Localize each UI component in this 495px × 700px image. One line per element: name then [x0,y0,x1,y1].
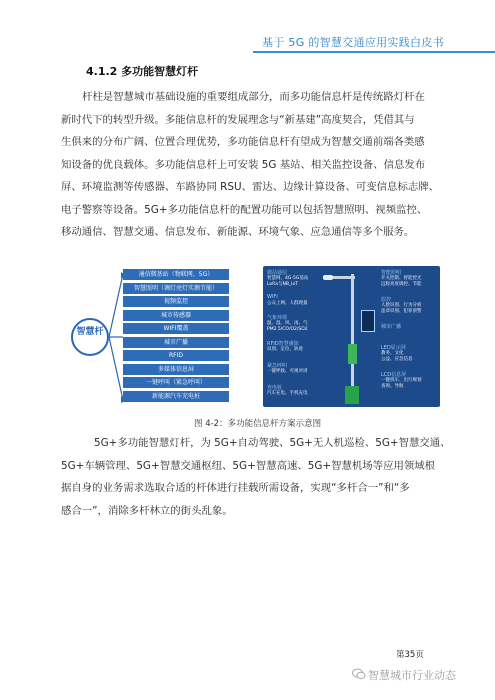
paragraph-line: 5G+车辆管理、5G+智慧交通枢纽、5G+智慧高速、5G+智慧机场等应用领域根 [61,459,436,472]
function-item: 一键呼叫（紧急呼叫） [123,377,229,388]
function-item: 多媒体信息屏 [123,364,229,375]
paragraph-line: 据自身的业务需求选取合适的杆体进行挂载所需设备，实现“多杆合一”和“多 [61,482,410,494]
pole-feature-title: LCD信息屏 [381,372,407,378]
pole-feature-title: 城市广播 [381,324,402,330]
pole-feature-text: 人脸识别、行为分析 [381,303,422,308]
pole-feature-title: RFID智慧感知 [267,341,299,347]
pole-feature-text: 教务、文化 [381,351,404,356]
pole-feature-title: 气象环境 [267,315,288,321]
pole-feature-text: 违章识别、犯罪预警 [381,309,422,314]
info-screen-icon [361,310,375,332]
pole-feature-title: 充电桩 [267,385,283,391]
paragraph-line: 感合一”，消除多杆林立的街头乱象。 [61,504,233,517]
pole-feature-text: 一键找车、出行规划 [381,378,422,383]
pole-cabinet [348,344,357,364]
figure-smart-pole-diagram [55,266,440,407]
header-divider [253,51,495,53]
watermark-text: 智慧城市行业动态 [368,669,456,682]
pole-feature-text: 公益、应急信息 [381,357,413,362]
function-item: 城市广播 [123,337,229,348]
paragraph-line: 杆柱是智慧城市基础设施的重要组成部分，而多功能信息杆是传统路灯杆在 [82,91,425,103]
paragraph-line: 屏、环境监测等传感器、车路协同 RSU、雷达、边缘计算设备、可变信息标志牌、 [61,181,440,193]
paragraph-2 [61,432,451,522]
smart-pole-hub: 智慧杆 [71,318,109,356]
pole-feature-title: 微站通信 [267,270,288,276]
paragraph-line: 知设备的优良载体。多功能信息杆上可安装 5G 基站、相关监控设备、信息发布 [61,158,426,171]
pole-feature-text: 智慧网、4G-5G基站 [267,276,309,281]
paragraph-line: 生俱来的分布广阔、位置合理优势，多功能信息杆有望成为智慧交通前端各类感 [61,136,425,148]
pole-feature-title: 智能照明 [381,270,402,276]
function-item: 通信微基站（物联网、5G） [123,269,229,280]
paragraph-1 [61,86,441,244]
pole-feature-text: 识别、定位、轨迹 [267,347,303,352]
function-item: WIFI覆盖 [123,323,229,334]
paragraph-line: 移动通信、智慧交通、信息发布、新能源、环境气象、应急通信等多个服务。 [61,226,415,238]
figure-function-list-panel [55,266,265,407]
function-item: 新能源汽车充电桩 [123,391,229,402]
pole-feature-text: 公众上网、人群现量 [267,301,308,306]
function-item: 视频监控 [123,296,229,307]
pole-feature-title: LED显示屏 [381,345,406,351]
pole-feature-text: PM2.5/CO/O2/SO2 [267,327,308,332]
paragraph-line: 电子警察等设备。5G+多功能信息杆的配置功能可以包括智慧照明、视频监控、 [61,203,428,216]
paragraph-line: 新时代下的转型升级。多能信息杆的发展理念与“新基建”高度契合，凭借其与 [61,113,415,126]
pole-feature-text: 汽车充电、手机充电 [267,391,308,396]
pole-shaft [351,274,354,402]
function-item: RFID [123,350,229,361]
pole-feature-text: 温、湿、风、雨、气 [267,321,308,326]
pole-feature-title: 紧急呼叫 [267,363,288,369]
page-number: 第35页 [396,650,424,660]
figure-pole-illustration-panel [263,266,440,407]
wechat-icon [352,668,366,680]
section-heading: 4.1.2 多功能智慧灯杆 [86,65,199,78]
pole-feature-text: LoRa与NB_IoT [267,282,298,287]
pole-base [345,386,359,404]
street-lamp-icon [323,275,333,280]
pole-feature-text: 查询、导航 [381,384,404,389]
document-header-title: 基于 5G 的智慧交通应用实践白皮书 [262,36,444,49]
function-item: 城市传感器 [123,310,229,321]
pole-feature-text: 一键呼救、可视对讲 [267,369,308,374]
pole-feature-title: WIFI [267,294,278,300]
figure-caption: 图 4-2：多功能信息杆方案示意图 [194,419,322,429]
pole-feature-text: 远程亮度调控、节能 [381,282,422,287]
pole-feature-title: 监控 [381,297,392,303]
pole-feature-text: 开关控制、智能控光 [381,276,422,281]
function-item: 智慧照明（调灯亮灯实测节能） [123,283,229,294]
paragraph-line: 5G+多功能智慧灯杆，为 5G+自动驾驶、5G+无人机巡检、5G+智慧交通、 [94,437,451,449]
